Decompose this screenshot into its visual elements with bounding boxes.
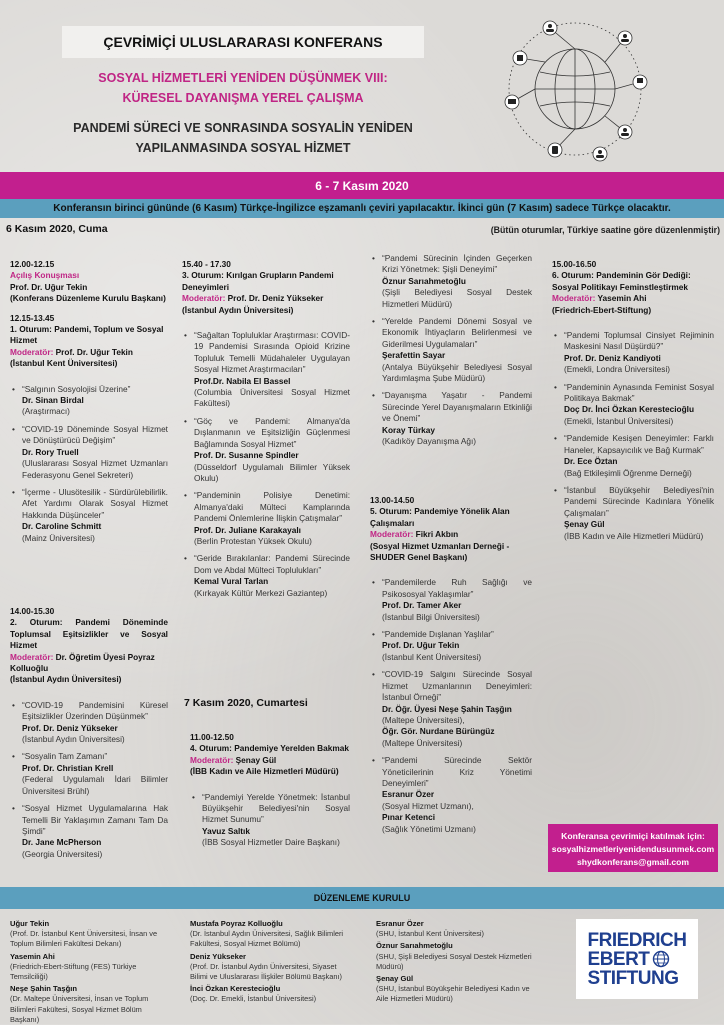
- talk-title: “Pandemiyi Yerelde Yönetmek: İstanbul Büyükşehir Belediyesi'nin Sosyal Hizmet Sunumu”: [202, 791, 350, 825]
- network-globe-icon: [500, 14, 650, 164]
- committee-member-info: (SHU, Şişli Belediyesi Sosyal Destek Hizmetleri Müdürü): [376, 951, 532, 971]
- committee-member-name: Mustafa Poyraz Kolluoğlu: [190, 919, 283, 928]
- conference-title-line1: SOSYAL HİZMETLERİ YENİDEN DÜŞÜNMEK VIII:: [98, 71, 388, 85]
- talk-speaker: Öznur Sarıahmetoğlu: [382, 275, 466, 286]
- talk-speaker: Koray Türkay: [382, 424, 436, 435]
- talk-title: “COVID-19 Salgını Sürecinde Sosyal Hizmet Uzmanlarının Deneyimleri: İstanbul Örneği”: [382, 669, 532, 703]
- session3-title: 3. Oturum: Kırılgan Grupların Pandemi Deneyimleri: [182, 270, 334, 292]
- talk-inst: (Maltepe Üniversitesi),: [382, 714, 465, 725]
- globe-icon: [652, 950, 670, 968]
- talk-inst: (Araştırmacı): [22, 406, 70, 417]
- talk-item: [182, 416, 350, 484]
- committee-column-2: [190, 919, 350, 1005]
- talk-inst: (Düsseldorf Uygulamalı Bilimler Yüksek Okulu): [194, 461, 350, 483]
- talk-title: “COVID-19 Pandemisini Küresel Eşitsizlikler Üzerinden Düşünmek”: [22, 699, 168, 722]
- talk-title: “Pandeminin Polisiye Denetimi: Almanya'daki Mülteci Kamplarında Pandemi Önlemlerine İlişkin Çatışmalar”: [194, 490, 350, 524]
- program-column-3: [370, 253, 532, 448]
- session5-title: 5. Oturum: Pandemiye Yönelik Alan Çalışmaları: [370, 506, 510, 528]
- date-bar: 6 - 7 Kasım 2020: [0, 172, 724, 199]
- talk-inst: (Emekli, Londra Üniversitesi): [564, 364, 671, 375]
- session1-moderator: Prof. Dr. Uğur Tekin: [55, 346, 133, 357]
- talk-speaker: Prof. Dr. Susanne Spindler: [194, 450, 299, 461]
- talk-speaker: Dr. Jane McPherson: [22, 837, 102, 848]
- talk-inst: (Georgia Üniversitesi): [22, 848, 103, 859]
- talk-speaker: Prof. Dr. Deniz Kandiyoti: [564, 352, 661, 363]
- conference-type-title: ÇEVRİMİÇİ ULUSLARARASI KONFERANS: [62, 26, 424, 58]
- opening-time: 12.00-12.15: [10, 259, 55, 269]
- talk-item: [552, 433, 714, 479]
- talk-item: [370, 669, 532, 749]
- fes-logo: [576, 919, 698, 999]
- talk-inst: (İstanbul Kent Üniversitesi): [382, 651, 482, 662]
- session3-moderator-inst: (İstanbul Aydın Üniversitesi): [182, 304, 294, 315]
- committee-member-name: Esranur Özer: [376, 919, 424, 928]
- talk-speaker: Dr. Ece Öztan: [564, 456, 618, 467]
- session4-title: 4. Oturum: Pandemiye Yerelden Bakmak: [190, 743, 349, 754]
- committee-member-info: (Dr. Maltepe Üniversitesi, İnsan ve Toplum Bilimleri Fakültesi, Sosyal Hizmet Bölüm Başkanı): [10, 994, 149, 1024]
- join-label: Konferansa çevrimiçi katılmak için:: [561, 831, 705, 841]
- talk-inst: (Uluslararası Sosyal Hizmet Uzmanları Federasyonu Genel Sekreteri): [22, 458, 168, 480]
- talk-inst: (Federal Uygulamalı İdari Bilimler Üniversitesi Brühl): [22, 774, 168, 796]
- program-column-1b: [10, 606, 168, 860]
- talk-item: [10, 424, 168, 481]
- session5-moderator-label: Moderatör:: [370, 529, 414, 540]
- talk-speaker: Prof. Dr. Tamer Aker: [382, 600, 462, 611]
- session1-moderator-label: Moderatör:: [10, 346, 54, 357]
- opening-speaker: Prof. Dr. Uğur Tekin: [10, 281, 88, 292]
- timezone-note: (Bütün oturumlar, Türkiye saatine göre düzenlenmiştir): [490, 225, 720, 235]
- session2-time: 14.00-15.30: [10, 606, 55, 616]
- session5-time: 13.00-14.50: [370, 495, 415, 505]
- conference-theme: [52, 118, 434, 158]
- talk-title: “Sosyal Hizmet Uygulamalarına Hak Temelli Bir Yaklaşımın Zamanı Tam Da Şimdi”: [22, 803, 168, 836]
- join-email-link[interactable]: shydkonferans@gmail.com: [576, 857, 689, 867]
- talk-speaker-2: Öğr. Gör. Nurdane Bürüngüz: [382, 726, 495, 737]
- talk-speaker: Dr. Caroline Schmitt: [22, 521, 102, 532]
- talk-speaker: Dr. Sinan Birdal: [22, 395, 84, 406]
- talk-speaker: Prof. Dr. Uğur Tekin: [382, 640, 460, 651]
- committee-member-name: Deniz Yükseker: [190, 951, 247, 961]
- talk-item: [552, 382, 714, 428]
- talk-speaker: Doç Dr. İnci Özkan Kerestecioğlu: [564, 404, 695, 415]
- committee-member-info: (SHU, İstanbul Büyükşehir Belediyesi Kadın ve Aile Hizmetleri Müdürü): [376, 984, 530, 1004]
- program-column-1: [10, 259, 168, 544]
- talk-item: [552, 330, 714, 376]
- talk-inst: (Bağ Etkileşimli Öğrenme Derneği): [564, 467, 692, 478]
- session6-title: 6. Oturum: Pandeminin Gör Dediği: Sosyal Politikayı Feminstleştirmek: [552, 270, 691, 292]
- session6-moderator-label: Moderatör:: [552, 293, 596, 304]
- fes-logo-line1: FRIEDRICH: [587, 929, 687, 951]
- committee-column-1: [10, 919, 168, 1025]
- talk-speaker: Prof. Dr. Christian Krell: [22, 762, 114, 773]
- talk-speaker: Şenay Gül: [564, 519, 605, 530]
- talk-speaker: Kemal Vural Tarlan: [194, 576, 269, 587]
- talk-inst: (Kırkayak Kültür Merkezi Gaziantep): [194, 587, 328, 598]
- talk-item: [370, 316, 532, 384]
- committee-member-info: (Prof. Dr. İstanbul Aydın Üniversitesi, Siyaset Bilimi ve Uluslararası İlişkiler Bölümü Başkanı): [190, 961, 342, 982]
- committee-member-name: Uğur Tekin: [10, 919, 50, 928]
- translation-info-bar: Konferansın birinci gününde (6 Kasım) Türkçe-İngilizce eşzamanlı çeviri yapılacaktır. İkinci gün (7 Kasım) sadece Türkçe olacaktır.: [0, 199, 724, 218]
- conference-title-line2: KÜRESEL DAYANIŞMA YEREL ÇALIŞMA: [122, 91, 364, 105]
- session6-moderator: Yasemin Ahi: [597, 293, 647, 304]
- talk-inst: (İBB Kadın ve Aile Hizmetleri Müdürü): [564, 530, 704, 541]
- talk-item: [370, 577, 532, 623]
- talk-speaker: Esranur Özer: [382, 789, 435, 800]
- session5-moderator: Fikri Akbın: [415, 529, 459, 540]
- committee-member-name: Şenay Gül: [376, 974, 414, 984]
- program-column-2: [182, 259, 350, 599]
- talk-inst: (İBB Sosyal Hizmetler Daire Başkanı): [202, 837, 340, 848]
- talk-title: “Sosyalin Tam Zamanı”: [22, 751, 108, 762]
- session1-time: 12.15-13.45: [10, 312, 55, 323]
- session2-title: 2. Oturum: Pandemi Döneminde Toplumsal Eşitsizlikler ve Sosyal Hizmet: [10, 617, 168, 651]
- talk-inst: (Şişli Belediyesi Sosyal Destek Hizmetleri Müdürü): [382, 287, 532, 309]
- opening-label: Açılış Konuşması: [10, 270, 80, 281]
- join-info-box: [548, 824, 718, 872]
- talk-item: [370, 629, 532, 663]
- program-column-2b: [190, 732, 350, 849]
- session1-moderator-inst: (İstanbul Kent Üniversitesi): [10, 358, 118, 369]
- talk-item: [10, 803, 168, 860]
- session4-moderator-label: Moderatör:: [190, 754, 234, 765]
- talk-item: [182, 490, 350, 547]
- committee-member-info: (Doç. Dr. Emekli, İstanbul Üniversitesi): [190, 994, 317, 1004]
- conference-theme-line2: YAPILANMASINDA SOSYAL HİZMET: [135, 141, 351, 155]
- talk-item: [190, 792, 350, 849]
- talk-title: “Pandemide Kesişen Deneyimler: Farklı Haneler, Kapsayıcılık ve Bağ Kurmak”: [564, 433, 714, 455]
- session2-moderator: Dr. Öğretim Üyesi Poyraz Kolluoğlu: [10, 651, 155, 674]
- talk-title: “COVID-19 Döneminde Sosyal Hizmet ve Dönüştürücü Değişim”: [22, 423, 168, 446]
- join-website-link[interactable]: sosyalhizmetleriyenidendusunmek.com: [551, 844, 715, 854]
- day2-title: 7 Kasım 2020, Cumartesi: [184, 697, 308, 709]
- talk-inst: (Kadıköy Dayanışma Ağı): [382, 436, 477, 447]
- session4-moderator-inst: (İBB Kadın ve Aile Hizmetleri Müdürü): [190, 766, 339, 777]
- talk-title: “Pandemi Sürecinde Sektör Yöneticilerinin Kriz Yönetimi Deneyimleri”: [382, 755, 532, 788]
- session1-title: 1. Oturum: Pandemi, Toplum ve Sosyal Hizmet: [10, 324, 164, 346]
- opening-role: (Konferans Düzenleme Kurulu Başkanı): [10, 293, 166, 304]
- talk-item: [10, 751, 168, 797]
- talk-title: “Pandemilerde Ruh Sağlığı ve Psikososyal Yaklaşımlar”: [382, 577, 532, 599]
- talk-item: [370, 390, 532, 447]
- talk-title: “İçerme - Ulusötesilik - Sürdürülebilirlik. Afet Yardımı Olarak Sosyal Hizmet Hakkında Düşünceler”: [22, 486, 168, 520]
- session2-moderator-inst: (İstanbul Aydın Üniversitesi): [10, 674, 122, 685]
- talk-title: “Yerelde Pandemi Dönemi Sosyal ve Ekonomik İhtiyaçların Belirlenmesi ve Giderilmesi Uygulamaları”: [382, 316, 532, 349]
- conference-title: [62, 68, 424, 108]
- talk-inst: (Mainz Üniversitesi): [22, 532, 95, 543]
- talk-item: [370, 755, 532, 835]
- committee-member-info: (SHU, İstanbul Kent Üniversitesi): [376, 929, 485, 939]
- talk-inst: (İstanbul Aydın Üniversitesi): [22, 734, 125, 745]
- talk-item: [182, 553, 350, 599]
- committee-member-name: Neşe Şahin Taşğın: [10, 984, 77, 994]
- talk-item: [10, 384, 168, 418]
- session3-moderator-label: Moderatör:: [182, 293, 226, 304]
- session6-moderator-inst: (Friedrich-Ebert-Stiftung): [552, 304, 652, 315]
- talk-title: “Pandemide Dışlanan Yaşlılar”: [382, 629, 494, 640]
- talk-title: “Pandemi Sürecinin İçinden Geçerken Krizi Yönetmek: Şişli Deneyimi”: [382, 253, 532, 275]
- committee-member-name: Yasemin Ahi: [10, 951, 55, 961]
- talk-title: “Göç ve Pandemi: Almanya'da Dışlanmanın ve Eşitsizliğin Güçlenmesi Bağlamında Sosyal Hizmet”: [194, 415, 350, 449]
- talk-item: [182, 330, 350, 410]
- day1-title: 6 Kasım 2020, Cuma: [6, 223, 108, 235]
- session5-moderator-inst: (Sosyal Hizmet Uzmanları Derneği - SHUDER Genel Başkanı): [370, 540, 510, 563]
- committee-member-name: Öznur Sarıahmetoğlu: [376, 941, 453, 951]
- talk-inst: (Sosyal Hizmet Uzmanı),: [382, 800, 474, 811]
- talk-speaker: Prof. Dr. Juliane Karakayalı: [194, 524, 301, 535]
- session2-moderator-label: Moderatör:: [10, 651, 54, 662]
- session4-moderator: Şenay Gül: [235, 754, 277, 765]
- committee-title-bar: DÜZENLEME KURULU: [0, 887, 724, 909]
- talk-speaker: Şerafettin Sayar: [382, 350, 446, 361]
- session4-time: 11.00-12.50: [190, 732, 234, 742]
- talk-title: “Pandemi Toplumsal Cinsiyet Rejiminin Maskesini Nasıl Düşürdü?”: [564, 330, 714, 352]
- talk-inst-2: (Maltepe Üniversitesi): [382, 737, 463, 748]
- talk-speaker: Prof. Dr. Deniz Yükseker: [22, 722, 118, 733]
- talk-speaker: Dr. Rory Truell: [22, 446, 79, 457]
- fes-logo-line2: EBERT: [587, 948, 650, 970]
- session3-time: 15.40 - 17.30: [182, 259, 231, 269]
- talk-title: “Pandeminin Aynasında Feminist Sosyal Politikaya Bakmak”: [564, 381, 714, 404]
- talk-item: [10, 700, 168, 746]
- talk-inst-2: (Sağlık Yönetimi Uzmanı): [382, 823, 476, 834]
- talk-title: “Dayanışma Yaşatır - Pandemi Sürecinde Yerel Dayanışmaların Etkinliği ve Önemi”: [382, 390, 532, 424]
- committee-member-info: (Dr. İstanbul Aydın Üniversitesi, Sağlık Bilimleri Fakültesi, Sosyal Hizmet Bölümü): [190, 929, 344, 949]
- talk-item: [552, 485, 714, 542]
- session6-time: 15.00-16.50: [552, 259, 597, 269]
- talk-inst: (Berlin Protestan Yüksek Okulu): [194, 535, 312, 546]
- talk-inst: (Antalya Büyükşehir Belediyesi Sosyal Yardımlaşma Şube Müdürü): [382, 361, 532, 384]
- talk-title: “Geride Bırakılanlar: Pandemi Sürecinde Dom ve Abdal Mülteci Toplulukları”: [194, 553, 350, 575]
- talk-inst: (Emekli, İstanbul Üniversitesi): [564, 415, 674, 426]
- program-column-3b: [370, 495, 532, 835]
- talk-speaker: Dr. Öğr. Üyesi Neşe Şahin Taşğın: [382, 703, 512, 714]
- talk-inst: (İstanbul Bilgi Üniversitesi): [382, 611, 480, 622]
- talk-item: [370, 253, 532, 310]
- talk-title: “Salgının Sosyolojisi Üzerine”: [22, 383, 131, 394]
- committee-member-info: (Friedrich-Ebert-Stiftung (FES) Türkiye Temsilciliği): [10, 961, 137, 982]
- committee-member-info: (Prof. Dr. İstanbul Kent Üniversitesi, İnsan ve Toplum Bilimleri Fakültesi Dekanı): [10, 929, 158, 949]
- conference-theme-line1: PANDEMİ SÜRECİ VE SONRASINDA SOSYALİN YENİDEN: [73, 121, 413, 135]
- talk-inst: (Columbia Üniversitesi Sosyal Hizmet Fakültesi): [194, 387, 350, 409]
- talk-speaker: Prof.Dr. Nabila El Bassel: [194, 375, 291, 386]
- program-column-4: [552, 259, 714, 542]
- talk-speaker-2: Pınar Ketenci: [382, 812, 436, 823]
- fes-logo-line3: STIFTUNG: [587, 967, 679, 989]
- committee-column-3: [376, 919, 542, 1005]
- committee-member-name: İnci Özkan Kerestecioğlu: [190, 984, 281, 994]
- talk-item: [10, 487, 168, 544]
- session3-moderator: Prof. Dr. Deniz Yükseker: [227, 293, 324, 304]
- talk-speaker: Yavuz Saltık: [202, 825, 250, 836]
- talk-title: “İstanbul Büyükşehir Belediyesi'nin Pandemi Sürecinde Kadınlara Yönelik Çalışmaları”: [564, 484, 714, 518]
- talk-title: “Sağaltan Topluluklar Araştırması: COVID-19 Pandemisi Sırasında Opioid Krizine Topluluk Temelli Müdahaleler Uygulayan Sosyal Hizmet Araştırmacıları”: [194, 330, 350, 375]
